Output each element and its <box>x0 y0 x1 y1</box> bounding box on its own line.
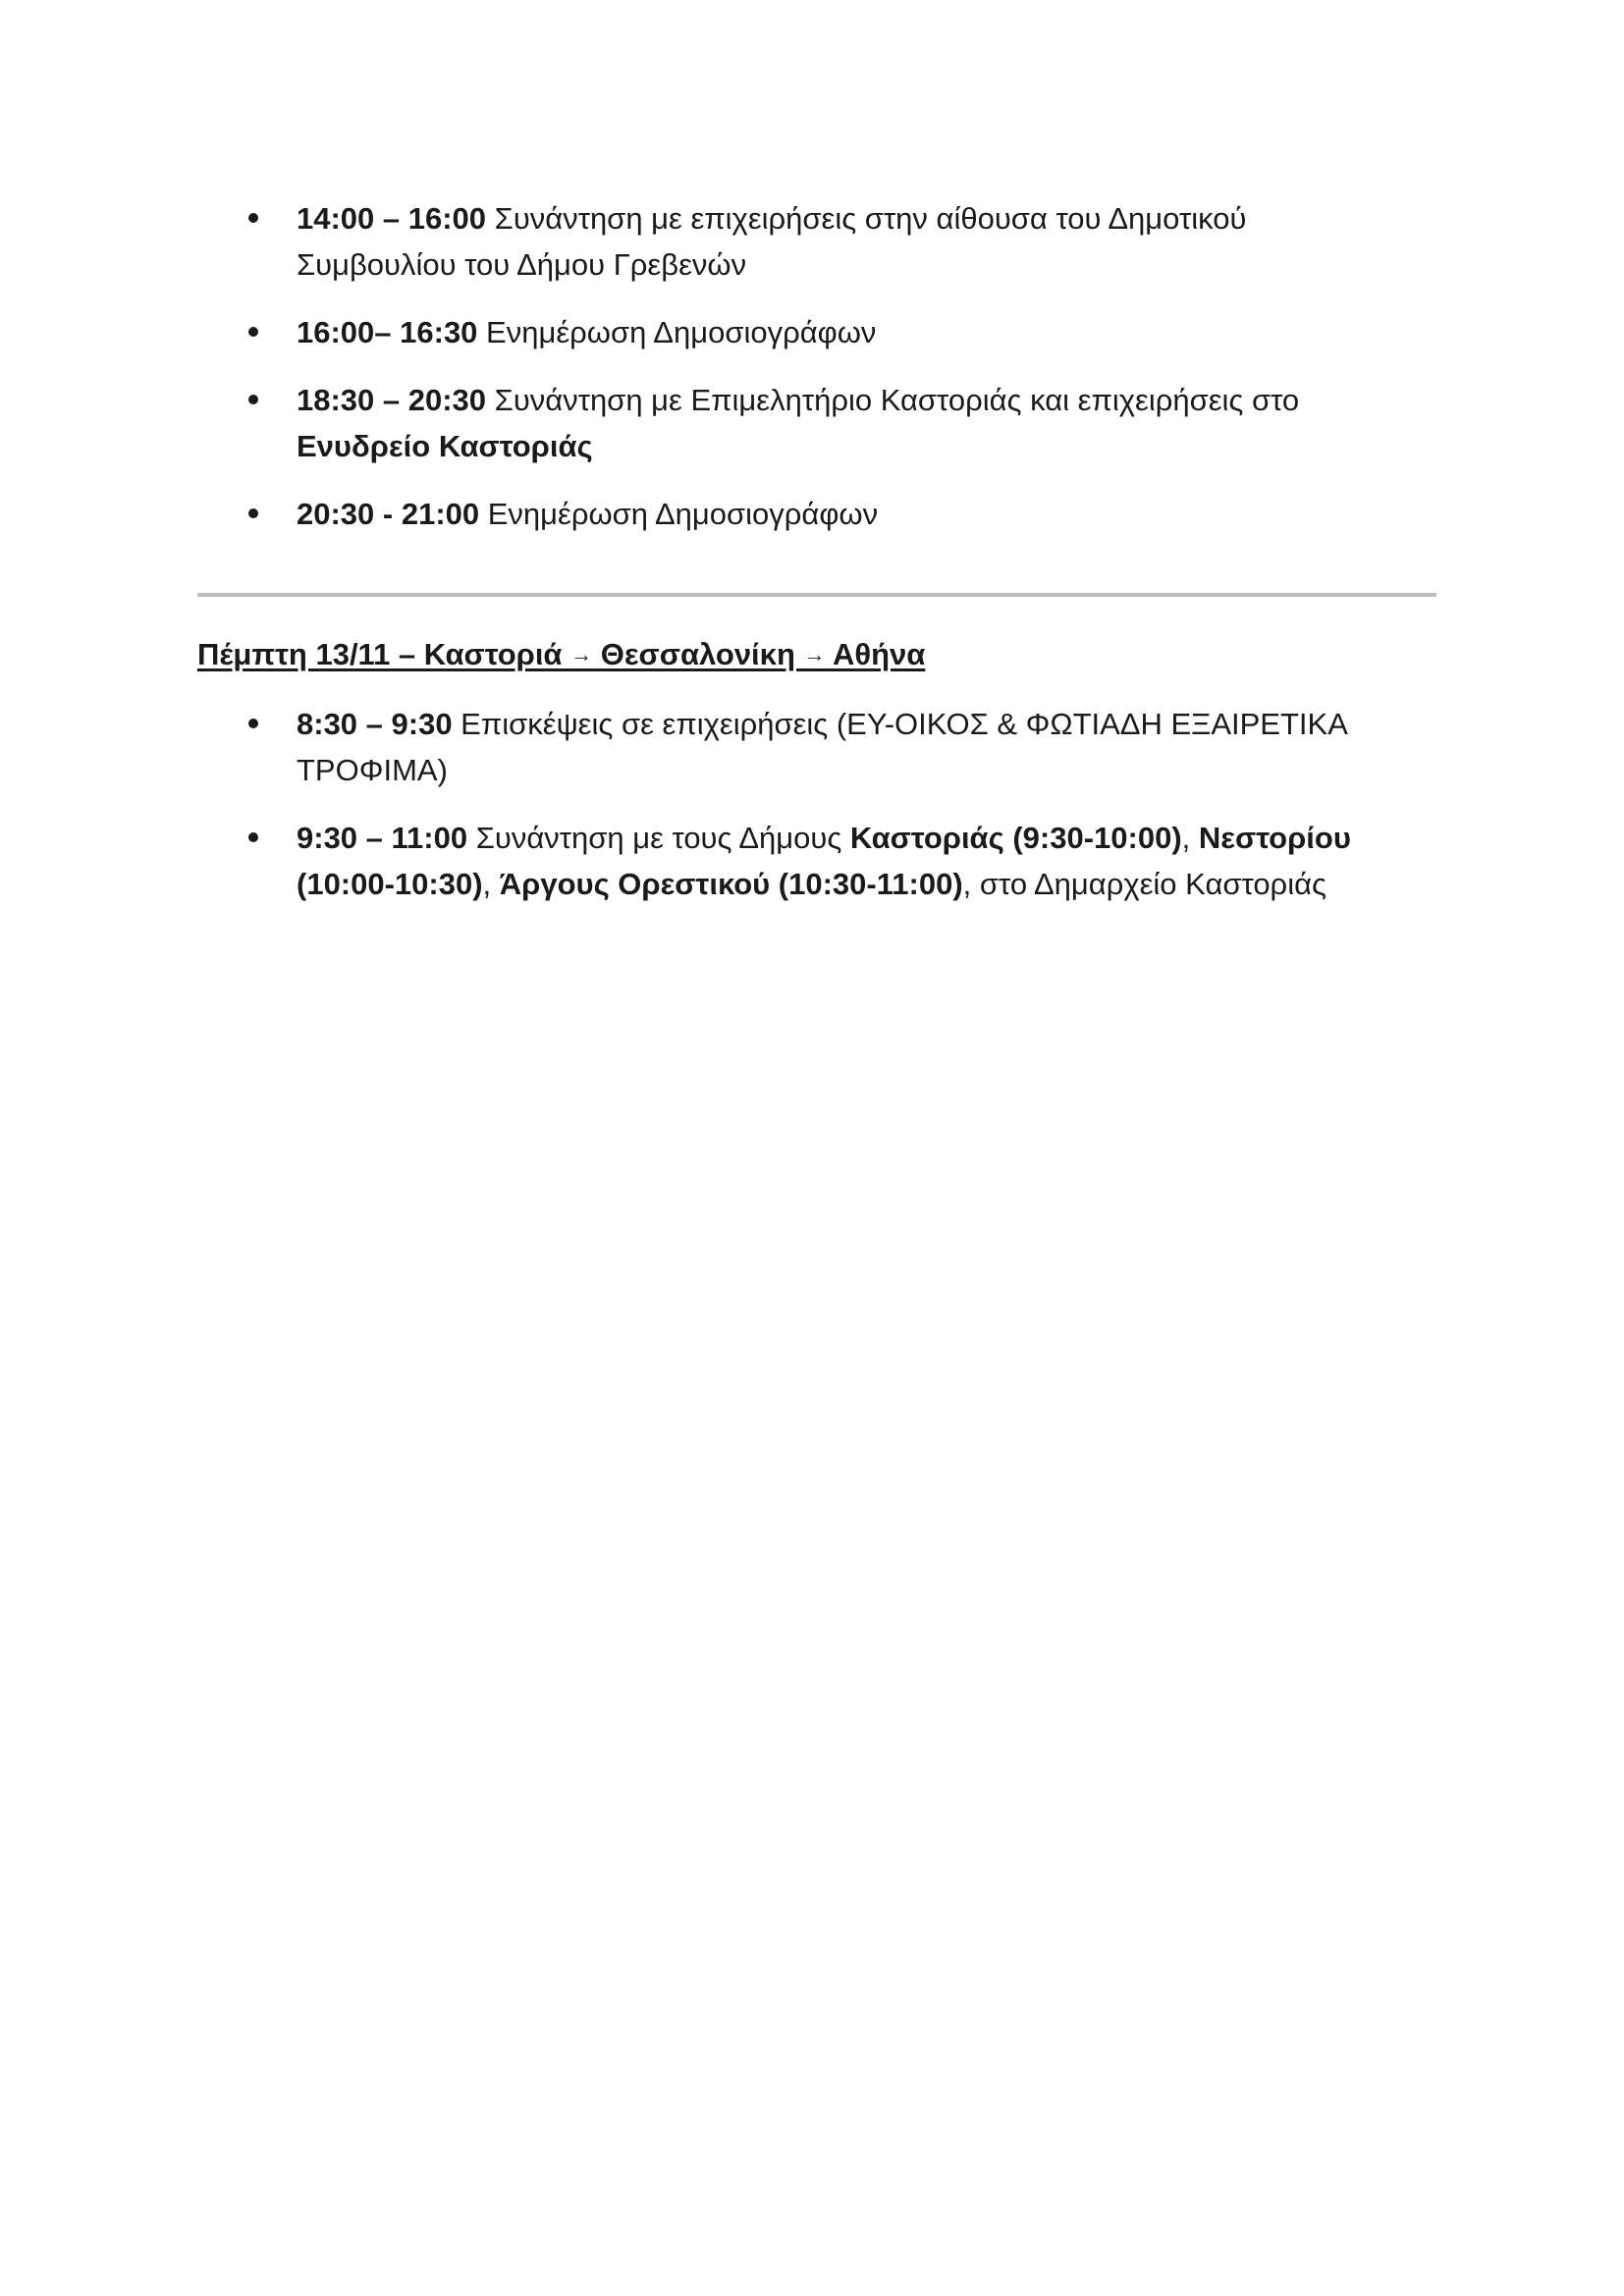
item-text: Ενημέρωση Δημοσιογράφων <box>479 497 879 531</box>
day-heading-part1: Πέμπτη 13/11 – Καστοριά <box>197 637 571 671</box>
separator: , <box>482 867 500 901</box>
bullet-icon <box>248 327 258 337</box>
item-text-continued: ΤΡΟΦΙΜΑ) <box>297 753 448 787</box>
municipality-kastoria: Καστοριάς (9:30-10:00) <box>849 821 1182 855</box>
time-range: 18:30 – 20:30 <box>297 383 487 417</box>
day-heading <box>197 631 925 677</box>
municipality-argos-orestiko: Άργους Ορεστικού (10:30-11:00) <box>499 867 963 901</box>
bullet-icon <box>248 719 258 728</box>
list-item <box>0 491 1377 537</box>
separator: , <box>962 867 972 901</box>
list-item <box>0 195 1377 288</box>
schedule-list-day1 <box>0 195 1624 559</box>
arrow-right-icon: → <box>570 642 593 667</box>
list-item <box>0 815 1377 907</box>
bullet-icon <box>248 213 258 223</box>
bullet-icon <box>248 832 258 842</box>
municipality-nestorio: Νεστορίου <box>1198 821 1351 855</box>
time-range: 14:00 – 16:00 <box>297 201 487 236</box>
item-text: Ενημέρωση Δημοσιογράφων <box>477 315 877 349</box>
arrow-right-icon: → <box>803 642 826 667</box>
bullet-icon <box>248 395 258 404</box>
bullet-icon <box>248 508 258 518</box>
time-range: 16:00– 16:30 <box>297 315 478 349</box>
time-range: 20:30 - 21:00 <box>297 497 480 531</box>
day-heading-part3: Αθήνα <box>825 637 926 671</box>
list-item <box>0 377 1377 469</box>
item-text: Συνάντηση με επιχειρήσεις στην αίθουσα του Δημοτικού <box>486 201 1247 236</box>
time-range: 9:30 – 11:00 <box>297 821 468 855</box>
schedule-list-day2 <box>0 701 1624 929</box>
item-text-end: στο Δημαρχείο Καστοριάς <box>971 867 1326 901</box>
separator: , <box>1181 821 1199 855</box>
nestorio-time: (10:00-10:30) <box>297 867 483 901</box>
item-text-continued: Συμβουλίου του Δήμου Γρεβενών <box>297 247 747 282</box>
list-item <box>0 309 1377 355</box>
list-item <box>0 701 1377 793</box>
venue-name: Ενυδρείο Καστοριάς <box>297 429 593 463</box>
time-range: 8:30 – 9:30 <box>297 707 453 741</box>
item-text: Συνάντηση με τους Δήμους <box>467 821 850 855</box>
day-heading-part2: Θεσσαλονίκη <box>592 637 804 671</box>
item-text: Επισκέψεις σε επιχειρήσεις (ΕΥ-ΟΙΚΟΣ & ΦΩΤΙΑΔΗ ΕΞΑΙΡΕΤΙΚΑ <box>452 707 1348 741</box>
section-divider <box>197 593 1436 597</box>
item-text: Συνάντηση με Επιμελητήριο Καστοριάς και επιχειρήσεις στο <box>486 383 1300 417</box>
